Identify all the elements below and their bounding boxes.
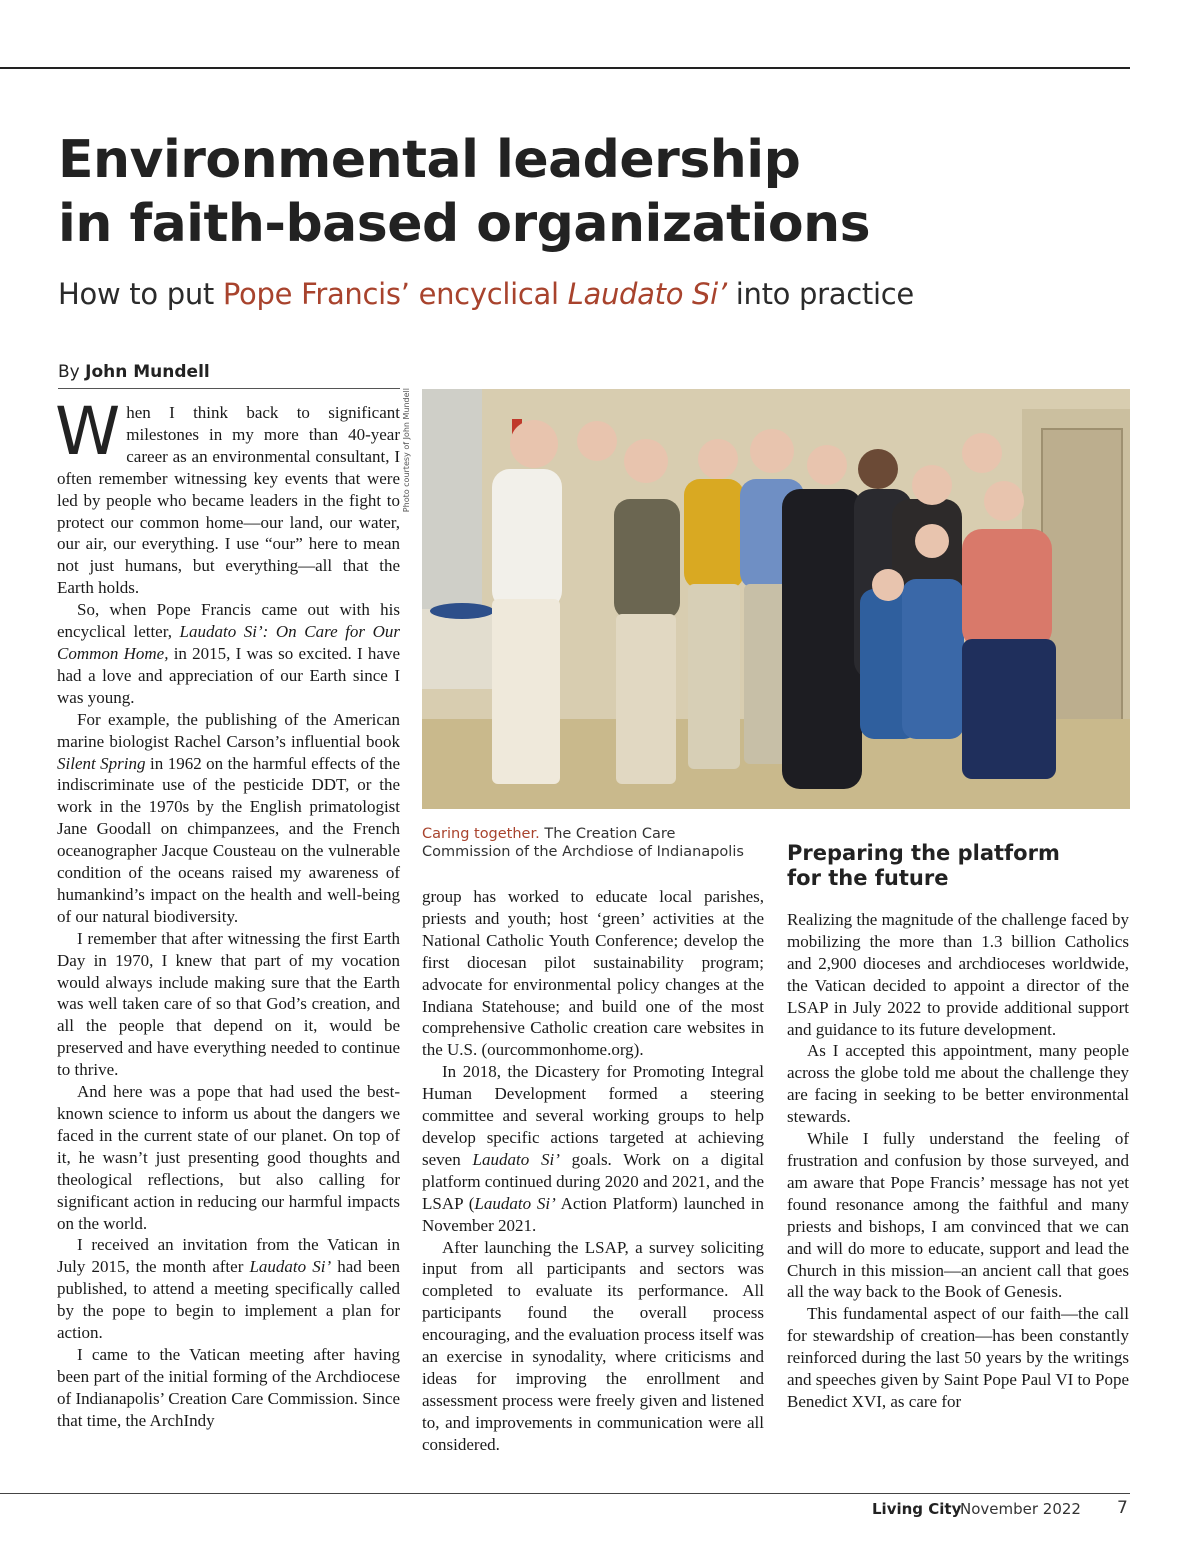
byline-rule: [58, 388, 400, 389]
article-column-1: [55, 393, 400, 1432]
group-photo-illustration: [422, 389, 1130, 809]
paragraph-7-continued: group has worked to educate local parishes, priests and youth; host ‘green’ activities at the National Catholic Youth Conference; develop the first diocesan pilot sustainability program; advocate for environmental policy changes at the Indiana Statehouse; and build one of the most comprehensive Catholic creation care websites in the U.S. (ourcommonhome.org).: [422, 887, 764, 1060]
article-column-3: [787, 909, 1129, 1413]
paragraph-2-part-a: So, when Pope Francis came out with his encyclical letter,: [57, 600, 400, 642]
paragraph-6-part-a: I received an invitation from the Vatican in July 2015, the month after: [57, 1235, 400, 1277]
subtitle-post: into practice: [726, 277, 914, 311]
photo-caption: [422, 825, 762, 861]
author-name: John Mundell: [85, 362, 210, 382]
paragraph-2-part-b: in 2015, I was so excited. I have had a love and appreciation of our Earth since I was young.: [57, 643, 400, 707]
caption-text: The Creation Care Commission of the Archdiose of Indianapolis: [422, 826, 744, 860]
page-number: 7: [1117, 1498, 1128, 1518]
article-subtitle: [58, 274, 1138, 314]
paragraph-3-part-a: For example, the publishing of the American marine biologist Rachel Carson’s influential book: [57, 709, 400, 751]
paragraph-11: As I accepted this appointment, many people across the globe told me about the challenge they are facing in seeking to be better environmental stewards.: [787, 1041, 1129, 1127]
article-column-2: [422, 886, 764, 1456]
bottom-rule: [0, 1493, 1130, 1494]
paragraph-8-part-b: goals. Work on a digital platform continued during 2020 and 2021, and the LSAP (: [422, 1149, 765, 1213]
paragraph-7: I came to the Vatican meeting after having been part of the initial forming of the Archdiocese of Indianapolis’ Creation Care Commission. Since that time, the ArchIndy: [57, 1344, 400, 1430]
paragraph-3: [57, 709, 400, 928]
paragraph-1-text: hen I think back to significant milestones in my more than 40-year career as an environmental consultant, I often remember witnessing key events that were led by people who became leaders in the fight to protect our common home—our land, our water, our air, our everything. I use “our” here to mean not just humans, but everything—all that the Earth holds.: [57, 403, 400, 598]
paragraph-3-italic: Silent Spring: [57, 753, 146, 773]
paragraph-6: [57, 1234, 400, 1344]
section-heading-line-2: for the future: [787, 866, 949, 890]
paragraph-6-part-b: had been published, to attend a meeting specifically called by the pope to begin to implement a plan for action.: [57, 1257, 400, 1343]
section-heading: [787, 841, 1127, 891]
paragraph-6-italic: Laudato Si’: [249, 1257, 332, 1277]
paragraph-2: [57, 599, 400, 709]
caption-lead: Caring together.: [422, 826, 540, 842]
paragraph-3-part-b: in 1962 on the harmful effects of the indiscriminate use of the pesticide DDT, or the work in the 1970s by the English primatologist Jane Goodall on chimpanzees, and the French oceanographer Jacque Cousteau on the vulnerable condition of the oceans raised my awareness of humankind’s impact on the health and well-being of our natural biodiversity.: [57, 753, 400, 926]
paragraph-8-part-c: Action Platform) launched in November 2021.: [422, 1193, 764, 1235]
paragraph-8: [422, 1061, 764, 1236]
group-photo: [422, 389, 1130, 809]
subtitle-accent: [223, 277, 727, 311]
subtitle-pre: How to put: [58, 277, 223, 311]
paragraph-10: Realizing the magnitude of the challenge faced by mobilizing the more than 1.3 billion Catholics and 2,900 dioceses and archdioceses worldwide, the Vatican decided to appoint a director of the LSAP in July 2022 to provide additional support and guidance to its future development.: [787, 910, 1129, 1039]
paragraph-9: After launching the LSAP, a survey soliciting input from all participants and sectors was completed to evaluate its performance. All participants found the overall process encouraging, and the evaluation process itself was an exercise in synodality, where criticisms and ideas for improving the enrollment and assessment process were freely given and listened to, and improvements in communication were all considered.: [422, 1237, 764, 1454]
byline: [58, 361, 398, 383]
drop-cap: W: [55, 393, 121, 470]
paragraph-4: I remember that after witnessing the first Earth Day in 1970, I knew that part of my vocation would always include making sure that the Earth was well taken care of so that God’s creation, and all the people that depend on it, would be preserved and have everything needed to continue to thrive.: [57, 928, 400, 1080]
paragraph-2-italic: Laudato Si’: On Care for Our Common Home,: [57, 622, 400, 663]
paragraph-5: And here was a pope that had used the best-known science to inform us about the dangers we faced in the current state of our planet. On top of it, he wasn’t just presenting good thoughts and theological reflections, but also calling for significant action in reducing our harmful impacts on the world.: [57, 1082, 400, 1233]
section-heading-line-1: Preparing the platform: [787, 841, 1060, 865]
subtitle-italic: Laudato Si’: [567, 277, 727, 311]
paragraph-8-italic-1: Laudato Si’: [472, 1149, 560, 1169]
byline-prefix: By: [58, 362, 86, 382]
article-title: [58, 128, 1058, 256]
footer-magazine-name: Living City: [872, 1500, 962, 1518]
paragraph-8-italic-2: Laudato Si’: [474, 1193, 556, 1213]
paragraph-1: [55, 393, 400, 599]
footer-date: November 2022: [960, 1500, 1081, 1518]
paragraph-13: This fundamental aspect of our faith—the call for stewardship of creation—has been constantly reinforced during the last 50 years by the writings and speeches given by Saint Pope Paul VI to Pope Benedict XVI, as care for: [787, 1304, 1130, 1411]
title-line-2: in faith-based organizations: [58, 194, 871, 254]
title-line-1: Environmental leadership: [58, 130, 801, 190]
photo-credit: Photo courtesy of John Mundell: [402, 388, 411, 513]
top-rule: [0, 67, 1130, 69]
paragraph-8-part-a: In 2018, the Dicastery for Promoting Integral Human Development formed a steering committee and several working groups to help develop specific actions targeted at achieving seven: [422, 1062, 764, 1169]
paragraph-12: While I fully understand the feeling of frustration and confusion by those surveyed, and am aware that Pope Francis’ message has not yet found resonance among the faithful and many priests and bishops, I am convinced that we can and will do more to educate, support and lead the Church in this mission—an ancient call that goes all the way back to the Book of Genesis.: [787, 1129, 1129, 1302]
subtitle-accent-text: Pope Francis’ encyclical: [222, 277, 568, 311]
